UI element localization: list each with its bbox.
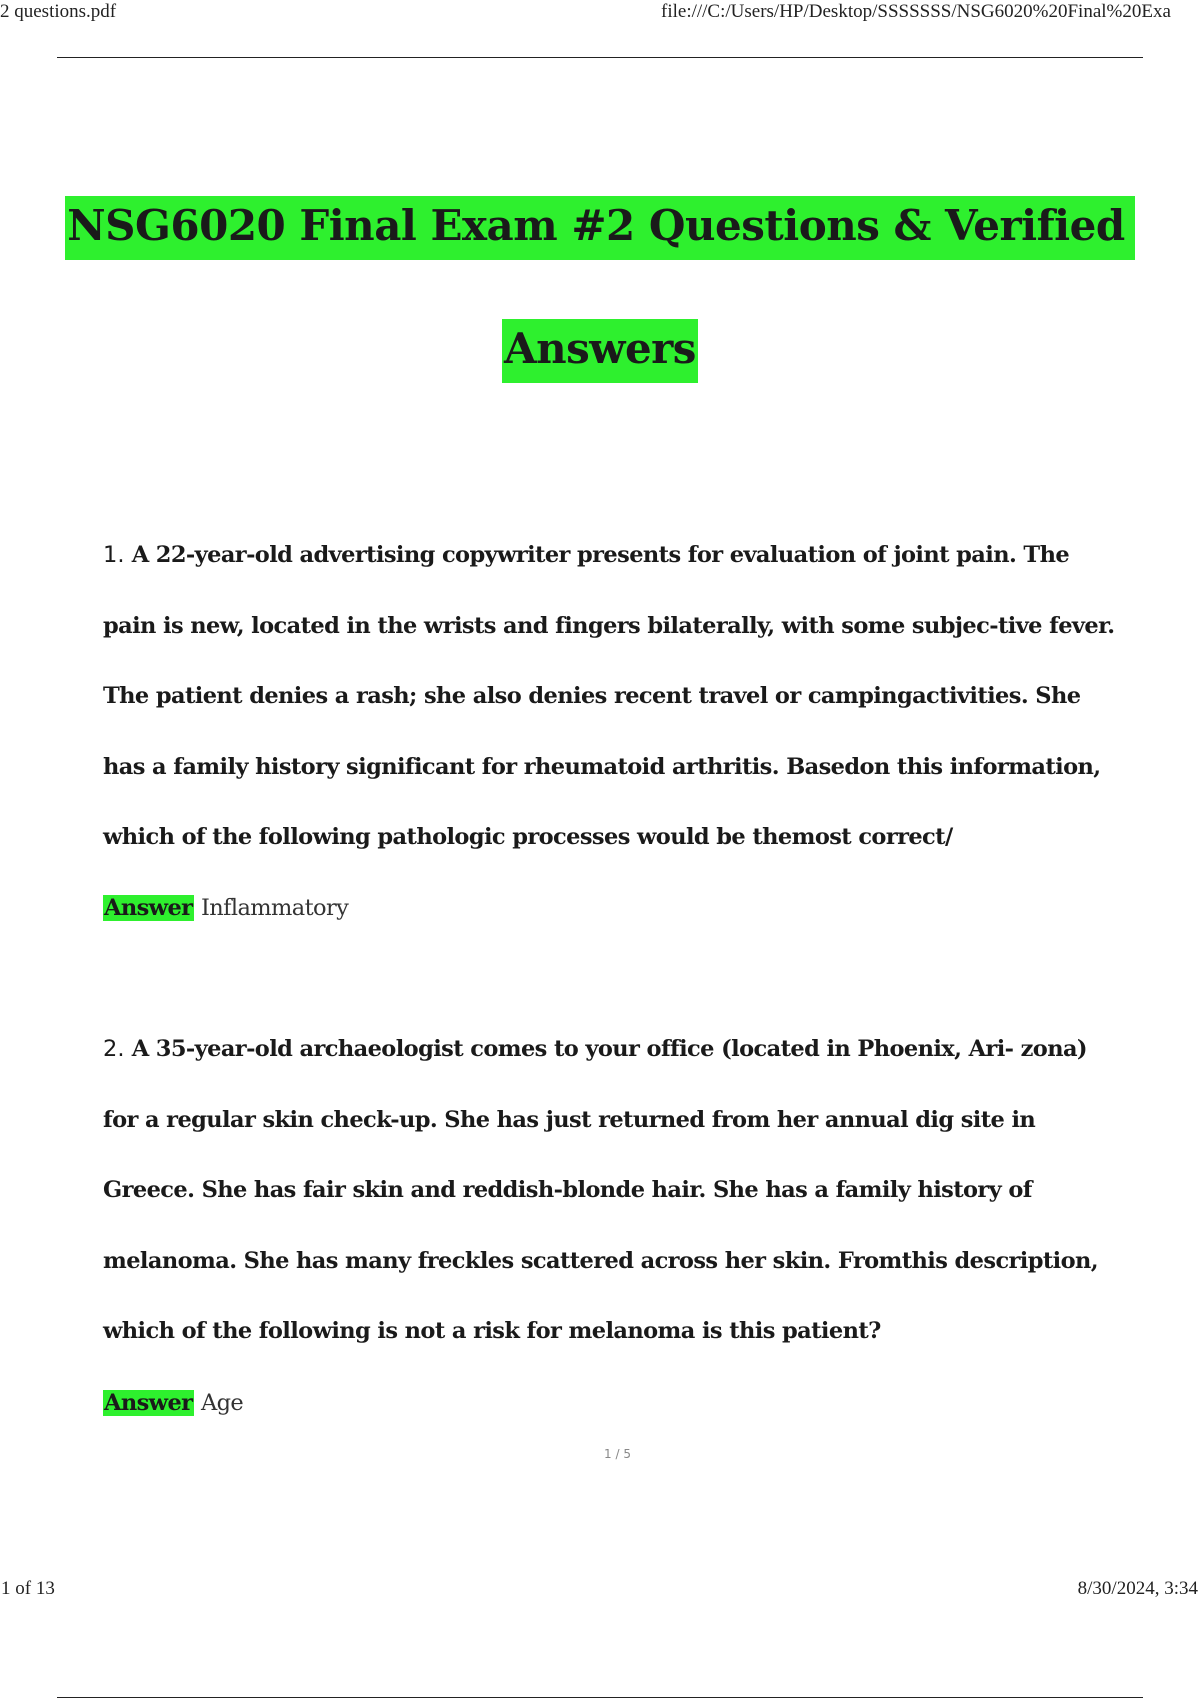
print-header-filename: 2 questions.pdf: [0, 1, 117, 22]
print-footer-timestamp: 8/30/2024, 3:34: [1077, 1578, 1198, 1599]
question-2: [103, 1014, 1123, 1367]
print-header-url: file:///C:/Users/HP/Desktop/SSSSSSS/NSG6020%20Final%20Exa: [661, 1, 1171, 22]
answer-value: Inflammatory: [200, 895, 349, 921]
question-text: A 22-year-old advertising copywriter presents for evaluation of joint pain. The pain is new, located in the wrists and fingers bilaterally, with some subjec-tive fever. The patient denies a rash; she also denies recent travel or campingactivities. She has a family history significant for rheumatoid arthritis. Basedon this information, which of the following pathologic processes would be themost correct/: [103, 542, 1115, 851]
question-number: 1.: [103, 542, 125, 568]
title-highlight: NSG6020 Final Exam #2 Questions & Verified: [65, 196, 1134, 260]
question-number: 2.: [103, 1036, 125, 1062]
answer-1: [103, 891, 348, 925]
document-title-line-1: [0, 196, 1200, 260]
inner-page-indicator: 1 / 5: [604, 1447, 631, 1461]
answer-label: Answer: [104, 895, 193, 921]
header-rule: [57, 57, 1143, 58]
question-text: A 35-year-old archaeologist comes to your office (located in Phoenix, Ari- zona) for a regular skin check-up. She has just returned from her annual dig site in Greece. She has fair skin and reddish-blonde hair. She has a family history of melanoma. She has many freckles scattered across her skin. Fromthis description, which of the following is not a risk for melanoma is this patient?: [103, 1036, 1099, 1345]
footer-rule: [57, 1697, 1143, 1698]
answer-label: Answer: [104, 1390, 193, 1416]
print-footer-page-count: 1 of 13: [1, 1578, 55, 1599]
answer-value: Age: [200, 1390, 244, 1416]
question-1: [103, 520, 1123, 873]
answer-2: [103, 1386, 243, 1420]
document-title-line-2: [0, 319, 1200, 383]
title-highlight: Answers: [502, 319, 698, 383]
